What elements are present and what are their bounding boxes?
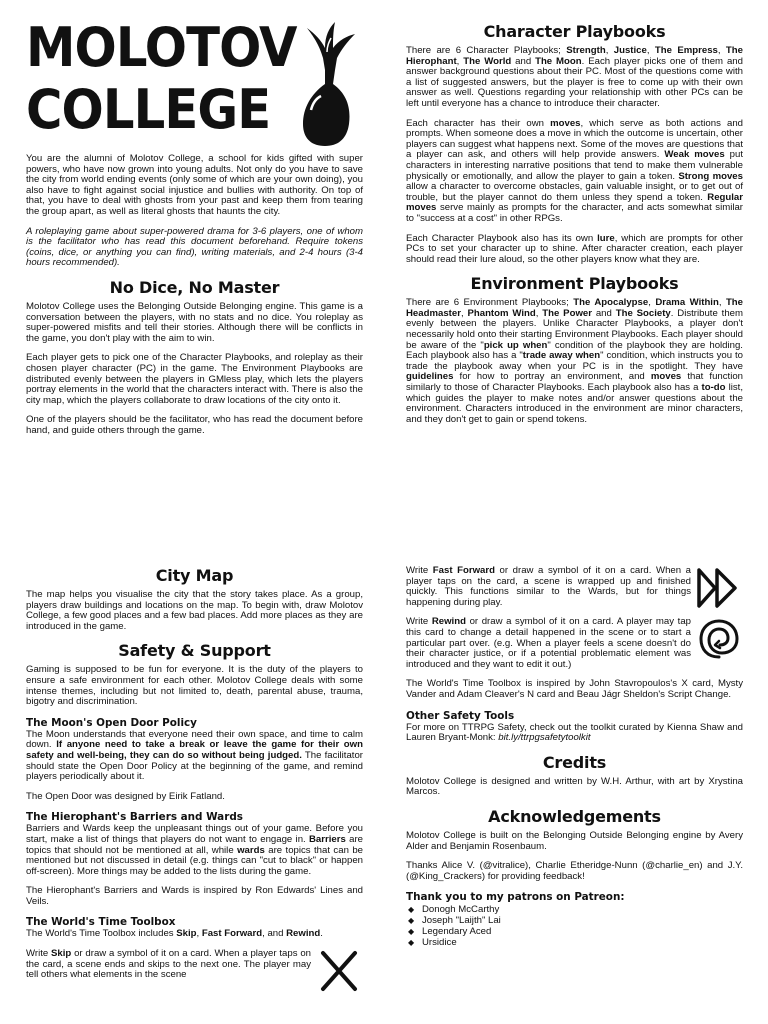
diamond-bullet-icon: ◆ [408,927,415,937]
heading-time-toolbox: The World's Time Toolbox [26,916,176,929]
diamond-bullet-icon: ◆ [408,916,415,926]
time-toolbox-credit: The World's Time Toolbox is inspired by John Stavropoulos's X card, Mysty Vander and Adam Cleaver's N card and Beau Jágr Sheldon's Script Change. [406,678,743,700]
fast-forward-card-description: Write Fast Forward or draw a symbol of it on a card. When a player taps on the card, a scene is wrapped up and finished quickly. This functions similar to the Wards, but for things happening during play. [406,566,743,608]
barriers-wards-credit: The Hierophant's Barriers and Wards is inspired by Ron Edwards' Lines and Veils. [26,885,363,907]
heading-patrons: Thank you to my patrons on Patreon: [406,891,625,904]
character-playbooks-paragraph-1: There are 6 Character Playbooks; Strength, Justice, The Empress, The Hierophant, The World and The Moon. Each player picks one of them and answer background questions about their PC. Most of the questions come with a list of suggested answers, but the player is free to come up with their own answer as well. Questions regarding your relationship with other PCs can be left until everyone has a chance to introduce their character. [406,45,743,109]
credits-paragraph: Molotov College is designed and written by W.H. Arthur, with art by Xrystina Marcos. [406,775,743,798]
logo-line-2: COLLEGE [26,78,271,141]
time-toolbox-paragraph: The World's Time Toolbox includes Skip, Fast Forward, and Rewind. [26,928,323,940]
logo-line-1: MOLOTOV [26,16,297,79]
intro-paragraph: You are the alumni of Molotov College, a school for kids gifted with super powers, who have now grown into young adults. Not only do you have to save the city from world ending events (only some of which are your own doing), you also have to fight against social injustice and bullies with authority. On top of that, you have to deal with ghosts from your past and keep them from tearing the group apart, as well as literal ghosts that haunts the city. [26,153,363,217]
acknowledgements-paragraph-1: Molotov College is built on the Belonging Outside Belonging engine by Avery Alder and Benjamin Rosenbaum. [406,829,743,852]
acknowledgements-paragraph-2: Thanks Alice V. (@vitralice), Charlie Etheridge-Nunn (@charlie_en) and J.Y. (@King_Crackers) for providing feedback! [406,860,743,882]
list-item: ◆ Joseph "Laijth" Lai [408,915,501,927]
diamond-bullet-icon: ◆ [408,938,415,948]
intro-tagline: A roleplaying game about super-powered drama for 3-6 players, one of whom is the facilitator who has read this document beforehand. Require tokens (coins, dice, or anything you can find), writing materials, and 2-4 hours (3-4 hours recommended). [26,225,363,269]
heading-city-map: City Map [155,566,234,585]
no-dice-paragraph-3: One of the players should be the facilitator, who has read the document before hand, and guide others through the game. [26,414,363,436]
list-item: ◆ Legendary Aced [408,926,492,938]
character-playbooks-paragraph-2: Each character has their own moves, which serve as both actions and prompts. When someone does a move in which the outcome is uncertain, other players can suggest what happens next. Some of the moves are questions that a player can ask, and others will help provide answers. Weak moves put characters in interesting narrative positions that tend to make them vulnerable physically or emotionally, and allow the player to gain a token. Strong moves allow a character to overcome obstacles, gain valuable insight, or to get out of trouble, but the player cannot do them unless they spend a token. Regular moves serve mainly as prompts for the character, and acts somewhat similar to "success at a cost" in other RPGs. [406,117,743,224]
title-logo [26,16,363,148]
no-dice-paragraph-1: Molotov College uses the Belonging Outside Belonging engine. This game is a conversation between the players, with no stats and no dice. You roleplay as super-powered misfits and tell their stories. Although there will be conflicts in the game, you don't play with the aim to win. [26,300,363,344]
diamond-bullet-icon: ◆ [408,905,415,915]
skip-x-icon [317,949,361,993]
molotov-bottle-icon [289,22,361,148]
patron-list [406,904,743,948]
rewind-spiral-icon [697,617,741,661]
other-safety-paragraph: For more on TTRPG Safety, check out the toolkit curated by Kienna Shaw and Lauren Bryant-Monk: bit.ly/ttrpgsafetytoolkit [406,721,743,744]
open-door-credit: The Open Door was designed by Eirik Fatland. [26,790,225,802]
environment-playbooks-paragraph: There are 6 Environment Playbooks; The Apocalypse, Drama Within, The Headmaster, Phantom Wind, The Power and The Society. Distribute them evenly between the players. Unlike Character Playbooks, a player don't necessarily hold onto their starting Environment Playbooks. Each player should be aware of the "pick up when" condition of the playbook they are holding. Each playbook also has a "trade away when" condition, which instructs you to trade the playbook away when your PC is in the spotlight. They have guidelines for how to portray an environment, and moves that function similarly to those of Character Playbooks. Each playbook also has a to-do list, which guides the player to make notes and/or answer questions about the environment. Characters introduced in the environment are minor characters, and they don't get to gain or spend tokens. [406,297,744,425]
open-door-paragraph: The Moon understands that everyone need their own space, and time to calm down. If anyone need to take a break or leave the game for their own safety and well-being, they can do so without being judged. The facilitator should state the Open Door Policy at the beginning of the game, and remind players periodically about it. [26,728,364,783]
no-dice-paragraph-2: Each player gets to pick one of the Character Playbooks, and roleplay as their chosen player character (PC) in the game. The Environment Playbooks are distributed evenly between the players in GMless play, which lets the players portray elements in the world that the characters interact with. There is also the city map, which the players collaborate to draw locations of the city onto it. [26,352,363,406]
column-top-left [26,16,363,445]
heading-no-dice: No Dice, No Master [109,277,280,297]
heading-open-door-policy: The Moon's Open Door Policy [26,716,197,729]
rewind-card-description: Write Rewind or draw a symbol of it on a card. A player may tap this card to change a detail happened in the scene or to start a particular part over. (e.g. When a player feels a scene doesn't do their character justice, or if a potential problematic element was introduced and they want to edit it out.) [406,617,743,670]
heading-acknowledgements: Acknowledgements [488,806,661,826]
list-item: ◆ Donogh McCarthy [408,904,500,916]
character-playbooks-paragraph-3: Each Character Playbook also has its own lure, which are prompts for other PCs to set your character up to shine. After character creation, each player should read their lure aloud, so the other players know what they are. [406,232,744,265]
column-bottom-left [26,566,363,990]
column-bottom-right [406,566,743,948]
list-item: ◆ Ursidice [408,937,457,949]
heading-character-playbooks: Character Playbooks [483,22,666,41]
barriers-wards-paragraph: Barriers and Wards keep the unpleasant things out of your game. Before you start, make a list of things that players do not want to engage in. Barriers are topics that should not be mentioned at all, while wards are topics that can be mentioned but not discussed in detail (e.g. things can "cut to black" or happen off-screen). More things may be added to the lists during the game. [26,823,363,877]
column-top-right [406,20,743,434]
safety-paragraph: Gaming is supposed to be fun for everyone. It is the duty of the players to ensure a safe environment for each other. Molotov College deals with some intense themes, including but not limited to, death, parental abuse, trauma, bigotry and discrimination. [26,664,363,708]
heading-credits: Credits [542,752,607,772]
heading-other-safety-tools: Other Safety Tools [406,709,515,722]
safety-toolkit-link[interactable]: bit.ly/ttrpgsafetytoolkit [498,732,591,744]
heading-barriers-wards: The Hierophant's Barriers and Wards [26,811,243,824]
heading-safety-support: Safety & Support [118,641,271,661]
city-map-paragraph: The map helps you visualise the city that the story takes place. As a group, players draw buildings and locations on the map. To begin with, draw Molotov College, a few good places and a few bad places. Add more places as they are introduced in the game. [26,589,363,632]
skip-card-description: Write Skip or draw a symbol of it on a card. When a player taps on the card, a scene ends and skips to the next one. The player may tell others what elements in the scene [26,949,363,981]
heading-environment-playbooks: Environment Playbooks [470,274,679,294]
fast-forward-icon [695,566,741,610]
